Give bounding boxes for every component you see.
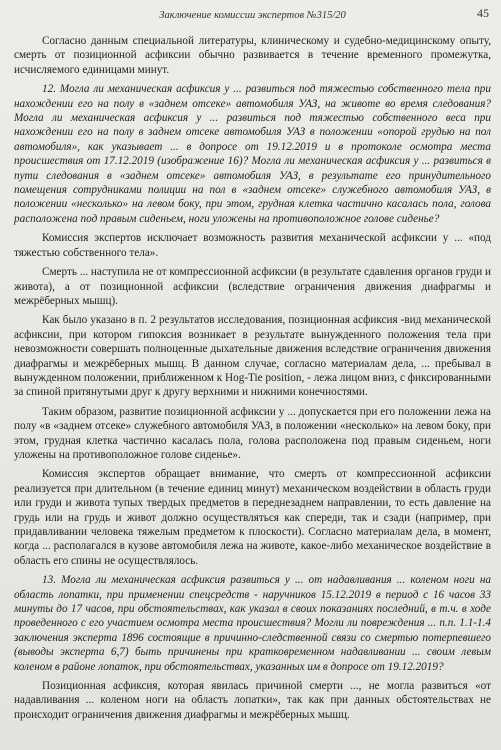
paragraph-intro: Согласно данным специальной литературы, клиническому и судебно-медицинскому опыту, смерть от позиционной асфиксии обычно развивается в течение временного промежутка, исчисляемого единицами минут. bbox=[14, 35, 491, 76]
answer-13: Позиционная асфиксия, которая явилась причиной смерти ..., не могла развиться «от надавливания ... коленом ноги на область лопатки», так как при данных обстоятельствах не происходит ограничения движения диафрагмы и межрёберных мышц. bbox=[14, 680, 491, 721]
document-body bbox=[14, 34, 491, 722]
question-13: 13. Могла ли механическая асфиксия развиться у ... от надавливания ... коленом ноги на область лопатки, при применении спецсредств - наручников 15.12.2019 в период с 16 часов 33 минуты до 17 часов, при обстоятельствах, как указал в своих показаниях последний, в т.ч. в ходе проведенного с его участием осмотра места происшествия? Могли ли повреждения ... п.п. 1.1-1.4 заключения эксперта 1896 состоящие в причинно-следственной связи со смертью потерпевшего (выводы эксперта 6,7) быть причинены при кратковременном надавливании ... своим левым коленом в районе лопаток, при обстоятельствах, указанных им в допросе от 19.12.2019? bbox=[14, 574, 491, 673]
page-header bbox=[14, 6, 491, 26]
question-12: 12. Могла ли механическая асфиксия у ... развиться под тяжестью собственного тела при нахождении его на полу в «заднем отсеке» автомобиля УАЗ, на животе во время следования? Могла ли механическая асфиксия у ... развиться под тяжестью собственного веса при нахождении его на полу в заднем отсеке автомобиля УАЗ в положении «опорой грудью на пол автомобиля», как указывает ... в допросе от 19.12.2019 и в протоколе осмотра места происшествия от 17.12.2019 (изображение 16)? Могла ли механическая асфиксия у ... развиться в пути следования в «заднем отсеке» автомобиля УАЗ, в результате его принудительного помещения сотрудниками полиции на пол в «заднем отсеке» служебного автомобиля УАЗ, в положении «несколько» на левом боку, при этом, грудная клетка частично касалась пола, голова расположена под правым сиденьем, ноги уложены на противоположное голове сиденье? bbox=[14, 83, 491, 225]
page-number: 45 bbox=[477, 6, 489, 20]
answer-12-cause: Смерть ... наступила не от компрессионной асфиксии (в результате сдавления органов груди и живота), а от позиционной асфиксии (вследствие ограничения движения диафрагмы и межрёберных мышц). bbox=[14, 266, 492, 307]
answer-12-conclusion: Таким образом, развитие позиционной асфиксии у ... допускается при его положении лежа на полу «в «заднем отсеке» служебного автомобиля УАЗ, в положении «несколько» на левом боку, при этом, грудная клетка частично касалась пола, голова расположена под правым сиденьем, ноги уложены на противоположное голове сиденье». bbox=[14, 405, 491, 461]
answer-12-exclusion: Комиссия экспертов исключает возможность развития механической асфиксии у ... «под тяжестью собственного тела». bbox=[14, 232, 491, 259]
answer-12-definition: Как было указано в п. 2 результатов исследования, позиционная асфиксия -вид механической асфиксии, при котором гипоксия возникает в результате вынужденного положения тела при невозможности совершать полноценные дыхательные движения вследствие ограничения движения диафрагмы и межрёберных мышц. В данном случае, согласно материалам дела, ... пребывал в вынужденном положении, приближенном к Hog-Tie position, - лежа лицом вниз, с фиксированными за спиной притянутыми друг к другу верхними и нижними конечностями. bbox=[14, 314, 491, 399]
answer-12-compression: Комиссия экспертов обращает внимание, что смерть от компрессионной асфиксии реализуется при длительном (в течение единиц минут) механическом воздействии в область груди или груди и живота тупых твердых предметов в переднезаднем направлении, то есть давление на грудь или на грудь и живот должно осуществляться как спереди, так и сзади (например, при придавливании человека тяжелым предметом к плоскости). Согласно материалам дела, в момент, когда ... располагался в кузове автомобиля лежа на животе, какое-либо механическое воздействие в область его спины не осуществлялось. bbox=[14, 468, 491, 567]
document-title: Заключение комиссии экспертов №315/20 bbox=[159, 10, 346, 21]
